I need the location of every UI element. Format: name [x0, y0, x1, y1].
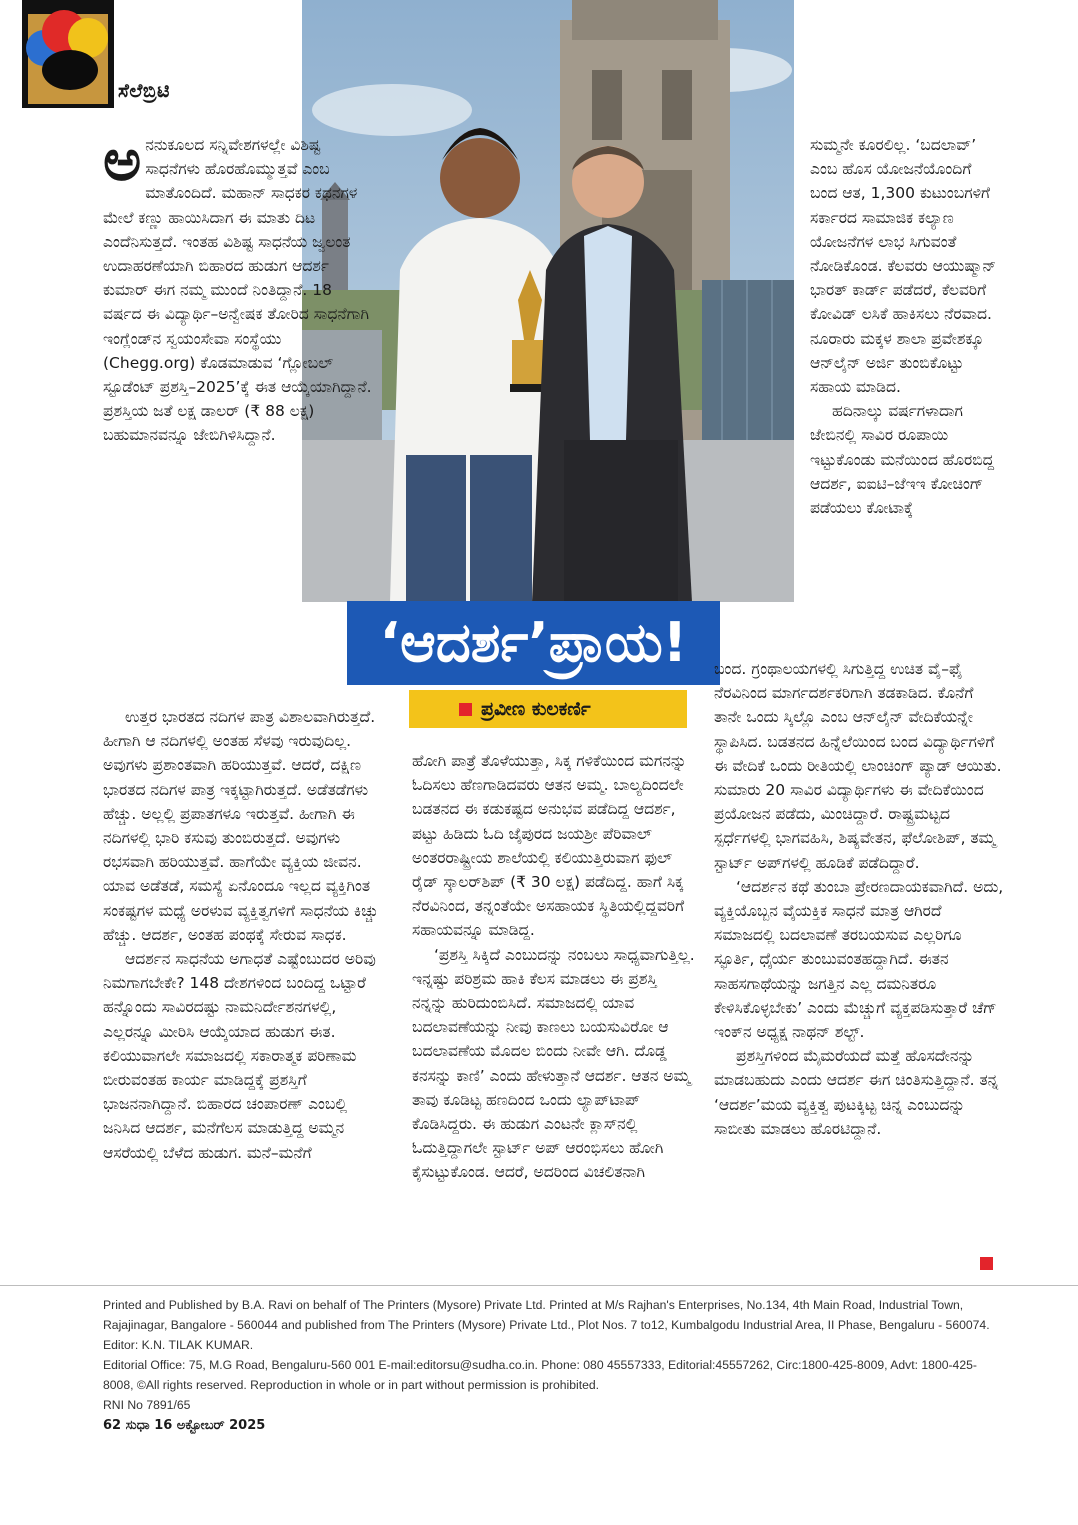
article-paragraph-2: ಉತ್ತರ ಭಾರತದ ನದಿಗಳ ಪಾತ್ರ ವಿಶಾಲವಾಗಿರುತ್ತದೆ. ಹೀಗಾಗಿ ಆ ನದಿಗಳಲ್ಲಿ ಅಂತಹ ಸೆಳವು ಇರುವುದಿಲ್ಲ. ಅವುಗಳು ಪ್ರಶಾಂತವಾಗಿ ಹರಿಯುತ್ತವೆ. ಆದರೆ, ದಕ್ಷಿಣ ಭಾರತದ ನದಿಗಳ ಪಾತ್ರ ಇಕ್ಕಟ್ಟಾಗಿರುತ್ತದೆ. ಅಡೆತಡೆಗಳು ಹೆಚ್ಚು. ಅಲ್ಲಲ್ಲಿ ಪ್ರಪಾತಗಳೂ ಇರುತ್ತವೆ. ಹೀಗಾಗಿ ಈ ನದಿಗಳಲ್ಲಿ ಭಾರಿ ಕಸುವು ತುಂಬಿರುತ್ತದೆ. ಅವುಗಳು ರಭಸವಾಗಿ ಹರಿಯುತ್ತವೆ. ಹಾಗೆಯೇ ವ್ಯಕ್ತಿಯ ಜೀವನ. ಯಾವ ಅಡೆತಡೆ, ಸಮಸ್ಯೆ ಏನೊಂದೂ ಇಲ್ಲದ ವ್ಯಕ್ತಿಗಿಂತ ಸಂಕಷ್ಟಗಳ ಮಧ್ಯೆ ಅರಳುವ ವ್ಯಕ್ತಿತ್ವಗಳಿಗೆ ಸಾಧನೆಯ ಕಿಚ್ಚು ಹೆಚ್ಚು. ಆದರ್ಶ, ಅಂತಹ ಪಂಥಕ್ಕೆ ಸೇರುವ ಸಾಧಕ. [103, 708, 379, 944]
article-column-1 [103, 126, 373, 448]
headline: ‘ಆದರ್ಶ’ಪ್ರಾಯ! [379, 611, 688, 674]
section-logo [22, 0, 114, 108]
imprint-publisher: Printed and Published by B.A. Ravi on behalf of The Printers (Mysore) Private Ltd. Printed at M/s Rajhan's Enterprises, No.134, 4th Main Road, Industrial Town, Rajajinagar, Bangalore - 560044 and published from The Printers (Mysore) Private Ltd., Plot Nos. 7 to12, Kumbalgodu Industrial Area, II Phase, Bengaluru - 560074. Editor: K.N. TILAK KUMAR. [103, 1298, 990, 1352]
article-paragraph-7a: ಹದಿನಾಲ್ಕು ವರ್ಷಗಳಾದಾಗ ಜೇಬಿನಲ್ಲಿ ಸಾವಿರ ರೂಪಾಯಿ ಇಟ್ಟುಕೊಂಡು ಮನೆಯಿಂದ ಹೊರಬಿದ್ದ ಆದರ್ಶ, ಐಐಟಿ–ಜೆಇಇ ಕೋಚಿಂಗ್ ಪಡೆಯಲು ಕೋಟಾಕ್ಕೆ [810, 402, 995, 518]
drop-cap: ಅ [103, 126, 142, 194]
page-number: 62 [103, 1418, 122, 1433]
article-paragraph-1: ನನುಕೂಲದ ಸನ್ನಿವೇಶಗಳಲ್ಲೇ ವಿಶಿಷ್ಟ ಸಾಧನೆಗಳು ಹೊರಹೊಮ್ಮುತ್ತವೆ ಎಂಬ ಮಾತೊಂದಿದೆ. ಮಹಾನ್ ಸಾಧಕರ ಕಥನಗಳ ಮೇಲೆ ಕಣ್ಣು ಹಾಯಿಸಿದಾಗ ಈ ಮಾತು ದಿಟ ಎಂದೆನಿಸುತ್ತದೆ. ಇಂತಹ ವಿಶಿಷ್ಟ ಸಾಧನೆಯ ಜ್ವಲಂತ ಉದಾಹರಣೆಯಾಗಿ ಬಿಹಾರದ ಹುಡುಗ ಆದರ್ಶ ಕುಮಾರ್ ಈಗ ನಮ್ಮ ಮುಂದೆ ನಿಂತಿದ್ದಾನೆ. 18 ವರ್ಷದ ಈ ವಿದ್ಯಾರ್ಥಿ–ಅನ್ವೇಷಕ ತೋರಿದ ಸಾಧನೆಗಾಗಿ ಇಂಗ್ಲೆಂಡ್‌ನ ಸ್ವಯಂಸೇವಾ ಸಂಸ್ಥೆಯು (Chegg.org) ಕೊಡಮಾಡುವ ‘ಗ್ಲೋಬಲ್ ಸ್ಟೂಡೆಂಟ್ ಪ್ರಶಸ್ತಿ–2025’ಕ್ಕೆ ಈತ ಆಯ್ಕೆಯಾಗಿದ್ದಾನೆ. ಪ್ರಶಸ್ತಿಯ ಜತೆ ಲಕ್ಷ ಡಾಲರ್ (₹ 88 ಲಕ್ಷ) ಬಹುಮಾನವನ್ನೂ ಜೇಬಿಗಿಳಿಸಿದ್ದಾನೆ. [103, 136, 372, 445]
article-column-1-lower [103, 705, 386, 1165]
end-mark-icon [980, 1257, 993, 1270]
article-paragraph-4: ಹೋಗಿ ಪಾತ್ರೆ ತೊಳೆಯುತ್ತಾ, ಸಿಕ್ಕ ಗಳಿಕೆಯಿಂದ ಮಗನನ್ನು ಓದಿಸಲು ಹೆಣಗಾಡಿದವರು ಆತನ ಅಮ್ಮ. ಬಾಲ್ಯದಿಂದಲೇ ಬಡತನದ ಈ ಕಡುಕಷ್ಟದ ಅನುಭವ ಪಡೆದಿದ್ದ ಆದರ್ಶ, ಪಟ್ಟು ಹಿಡಿದು ಓದಿ ಜೈಪುರದ ಜಯಶ್ರೀ ಪೆರಿವಾಲ್ ಅಂತರರಾಷ್ಟ್ರೀಯ ಶಾಲೆಯಲ್ಲಿ ಕಲಿಯುತ್ತಿರುವಾಗ ಫುಲ್ ರೈಡ್ ಸ್ಕಾಲರ್‌ಶಿಪ್ (₹ 30 ಲಕ್ಷ) ಪಡೆದಿದ್ದ. ಹಾಗೆ ಸಿಕ್ಕ ನೆರವಿನಿಂದ, ತನ್ನಂತೆಯೇ ಅಸಹಾಯಕ ಸ್ಥಿತಿಯಲ್ಲಿದ್ದವರಿಗೆ ಸಹಾಯವನ್ನೂ ಮಾಡಿದ್ದ. [412, 752, 687, 940]
article-paragraph-3: ಆದರ್ಶನ ಸಾಧನೆಯ ಅಗಾಧತೆ ಎಷ್ಟೆಂಬುದರ ಅರಿವು ನಿಮಗಾಗಬೇಕೇ? 148 ದೇಶಗಳಿಂದ ಬಂದಿದ್ದ ಒಟ್ಟಾರೆ ಹನ್ನೊಂದು ಸಾವಿರದಷ್ಟು ನಾಮನಿರ್ದೇಶನಗಳಲ್ಲಿ, ಎಲ್ಲರನ್ನೂ ಮೀರಿಸಿ ಆಯ್ಕೆಯಾದ ಹುಡುಗ ಈತ. ಕಲಿಯುವಾಗಲೇ ಸಮಾಜದಲ್ಲಿ ಸಕಾರಾತ್ಮಕ ಪರಿಣಾಮ ಬೀರುವಂತಹ ಕಾರ್ಯ ಮಾಡಿದ್ದಕ್ಕೆ ಪ್ರಶಸ್ತಿಗೆ ಭಾಜನನಾಗಿದ್ದಾನೆ. ಬಿಹಾರದ ಚಂಪಾರಣ್ ಎಂಬಲ್ಲಿ ಜನಿಸಿದ ಆದರ್ಶ, ಮನೆಗೆಲಸ ಮಾಡುತ್ತಿದ್ದ ಅಮ್ಮನ ಆಸರೆಯಲ್ಲಿ ಬೆಳೆದ ಹುಡುಗ. ಮನೆ–ಮನೆಗೆ [103, 950, 376, 1162]
article-column-3 [810, 133, 1000, 520]
page-footer [103, 1418, 265, 1433]
red-square-icon [459, 703, 472, 716]
divider [0, 1285, 1078, 1286]
article-paragraph-7b: ಬಂದ. ಗ್ರಂಥಾಲಯಗಳಲ್ಲಿ ಸಿಗುತ್ತಿದ್ದ ಉಚಿತ ವೈ–ಫೈ ನೆರವಿನಿಂದ ಮಾರ್ಗದರ್ಶಕರಿಗಾಗಿ ತಡಕಾಡಿದ. ಕೊನೆಗೆ ತಾನೇ ಒಂದು ಸ್ಕಿಲ್ಲೊ ಎಂಬ ಆನ್‌ಲೈನ್ ವೇದಿಕೆಯನ್ನೇ ಸ್ಥಾಪಿಸಿದ. ಬಡತನದ ಹಿನ್ನೆಲೆಯಿಂದ ಬಂದ ವಿದ್ಯಾರ್ಥಿಗಳಿಗೆ ಈ ವೇದಿಕೆ ಒಂದು ರೀತಿಯಲ್ಲಿ ಲಾಂಚಿಂಗ್ ಪ್ಯಾಡ್ ಆಯಿತು. ಸುಮಾರು 20 ಸಾವಿರ ವಿದ್ಯಾರ್ಥಿಗಳು ಈ ವೇದಿಕೆಯಿಂದ ಪ್ರಯೋಜನ ಪಡೆದು, ಮಿಂಚಿದ್ದಾರೆ. ರಾಷ್ಟ್ರಮಟ್ಟದ ಸ್ಪರ್ಧೆಗಳಲ್ಲಿ ಭಾಗವಹಿಸಿ, ಶಿಷ್ಯವೇತನ, ಫೆಲೋಶಿಪ್, ತಮ್ಮ ಸ್ಟಾರ್ಟ್ ಅಪ್‌ಗಳಲ್ಲಿ ಹೂಡಿಕೆ ಪಡೆದಿದ್ದಾರೆ. [714, 660, 1002, 872]
article-column-2 [412, 749, 696, 1185]
article-paragraph-8: ‘ಆದರ್ಶನ ಕಥೆ ತುಂಬಾ ಪ್ರೇರಣದಾಯಕವಾಗಿದೆ. ಅದು, ವ್ಯಕ್ತಿಯೊಬ್ಬನ ವೈಯಕ್ತಿಕ ಸಾಧನೆ ಮಾತ್ರ ಆಗಿರದೆ ಸಮಾಜದಲ್ಲಿ ಬದಲಾವಣೆ ತರಬಯಸುವ ಎಲ್ಲರಿಗೂ ಸ್ಫೂರ್ತಿ, ಧೈರ್ಯ ತುಂಬುವಂತಹದ್ದಾಗಿದೆ. ಈತನ ಸಾಹಸಗಾಥೆಯನ್ನು ಜಗತ್ತಿನ ಎಲ್ಲ ದಮನಿತರೂ ಕೇಳಿಸಿಕೊಳ್ಳಬೇಕು’ ಎಂದು ಮೆಚ್ಚುಗೆ ವ್ಯಕ್ತಪಡಿಸುತ್ತಾರೆ ಚೆಗ್ ಇಂಕ್‌ನ ಅಧ್ಯಕ್ಷ ನಾಥನ್ ಶಲ್ಟ್. [714, 877, 1004, 1042]
article-photo [302, 0, 794, 602]
imprint-rni: RNI No 7891/65 [103, 1398, 191, 1412]
issue-date: 16 ಅಕ್ಟೋಬರ್ 2025 [154, 1418, 266, 1433]
byline-author: ಪ್ರವೀಣ ಕುಲಕರ್ಣಿ [481, 698, 591, 720]
byline-band [409, 690, 687, 728]
article-column-3-lower [714, 657, 1004, 1141]
headline-band [347, 601, 720, 685]
article-paragraph-5: ‘ಪ್ರಶಸ್ತಿ ಸಿಕ್ಕಿದೆ ಎಂಬುದನ್ನು ನಂಬಲು ಸಾಧ್ಯವಾಗುತ್ತಿಲ್ಲ. ಇನ್ನಷ್ಟು ಪರಿಶ್ರಮ ಹಾಕಿ ಕೆಲಸ ಮಾಡಲು ಈ ಪ್ರಶಸ್ತಿ ನನ್ನನ್ನು ಹುರಿದುಂಬಿಸಿದೆ. ಸಮಾಜದಲ್ಲಿ ಯಾವ ಬದಲಾವಣೆಯನ್ನು ನೀವು ಕಾಣಲು ಬಯಸುವಿರೋ ಆ ಬದಲಾವಣೆಯ ಮೊದಲ ಬಿಂದು ನೀವೇ ಆಗಿ. ದೊಡ್ಡ ಕನಸನ್ನು ಕಾಣಿ’ ಎಂದು ಹೇಳುತ್ತಾನೆ ಆದರ್ಶ. ಆತನ ಅಮ್ಮ ತಾವು ಕೂಡಿಟ್ಟ ಹಣದಿಂದ ಒಂದು ಲ್ಯಾಪ್‌ಟಾಪ್ ಕೊಡಿಸಿದ್ದರು. ಈ ಹುಡುಗ ಎಂಟನೇ ಕ್ಲಾಸ್‌ನಲ್ಲಿ ಓದುತ್ತಿದ್ದಾಗಲೇ ಸ್ಟಾರ್ಟ್ ಅಪ್ ಆರಂಭಿಸಲು ಹೋಗಿ ಕೈಸುಟ್ಟುಕೊಂಡ. ಆದರೆ, ಅದರಿಂದ ವಿಚಲಿತನಾಗಿ [412, 945, 695, 1182]
article-paragraph-6: ಸುಮ್ಮನೇ ಕೂರಲಿಲ್ಲ. ‘ಬದಲಾವ್’ ಎಂಬ ಹೊಸ ಯೋಜನೆಯೊಂದಿಗೆ ಬಂದ ಆತ, 1,300 ಕುಟುಂಬಗಳಿಗೆ ಸರ್ಕಾರದ ಸಾಮಾಜಿಕ ಕಲ್ಯಾಣ ಯೋಜನೆಗಳ ಲಾಭ ಸಿಗುವಂತೆ ನೋಡಿಕೊಂಡ. ಕೆಲವರು ಆಯುಷ್ಮಾನ್ ಭಾರತ್ ಕಾರ್ಡ್ ಪಡೆದರೆ, ಕೆಲವರಿಗೆ ಕೋವಿಡ್ ಲಸಿಕೆ ಹಾಕಿಸಲು ನೆರವಾದ. ನೂರಾರು ಮಕ್ಕಳ ಶಾಲಾ ಪ್ರವೇಶಕ್ಕೂ ಆನ್‌ಲೈನ್ ಅರ್ಜಿ ತುಂಬಿಕೊಟ್ಟು ಸಹಾಯ ಮಾಡಿದ. [810, 136, 997, 397]
article-paragraph-9: ಪ್ರಶಸ್ತಿಗಳಿಂದ ಮೈಮರೆಯದೆ ಮತ್ತೆ ಹೊಸದೇನನ್ನು ಮಾಡಬಹುದು ಎಂದು ಆದರ್ಶ ಈಗ ಚಿಂತಿಸುತ್ತಿದ್ದಾನೆ. ತನ್ನ ‘ಆದರ್ಶ’ಮಯ ವ್ಯಕ್ತಿತ್ವ ಪುಟಕ್ಕಿಟ್ಟ ಚಿನ್ನ ಎಂಬುದನ್ನು ಸಾಬೀತು ಮಾಡಲು ಹೊರಟಿದ್ದಾನೆ. [714, 1047, 999, 1138]
imprint [103, 1295, 995, 1415]
imprint-contact: Editorial Office: 75, M.G Road, Bengaluru-560 001 E-mail:editorsu@sudha.co.in. Phone: 080 45557333, Editorial:45557262, Circ:1800-425-8009, Advt: 1800-425-8008, ©All rights reserved. Reproduction in whole or in part without permission is prohibited. [103, 1358, 977, 1392]
magazine-name: ಸುಧಾ [125, 1418, 150, 1433]
section-label: ಸೆಲೆಬ್ರಿಟಿ [118, 80, 170, 102]
